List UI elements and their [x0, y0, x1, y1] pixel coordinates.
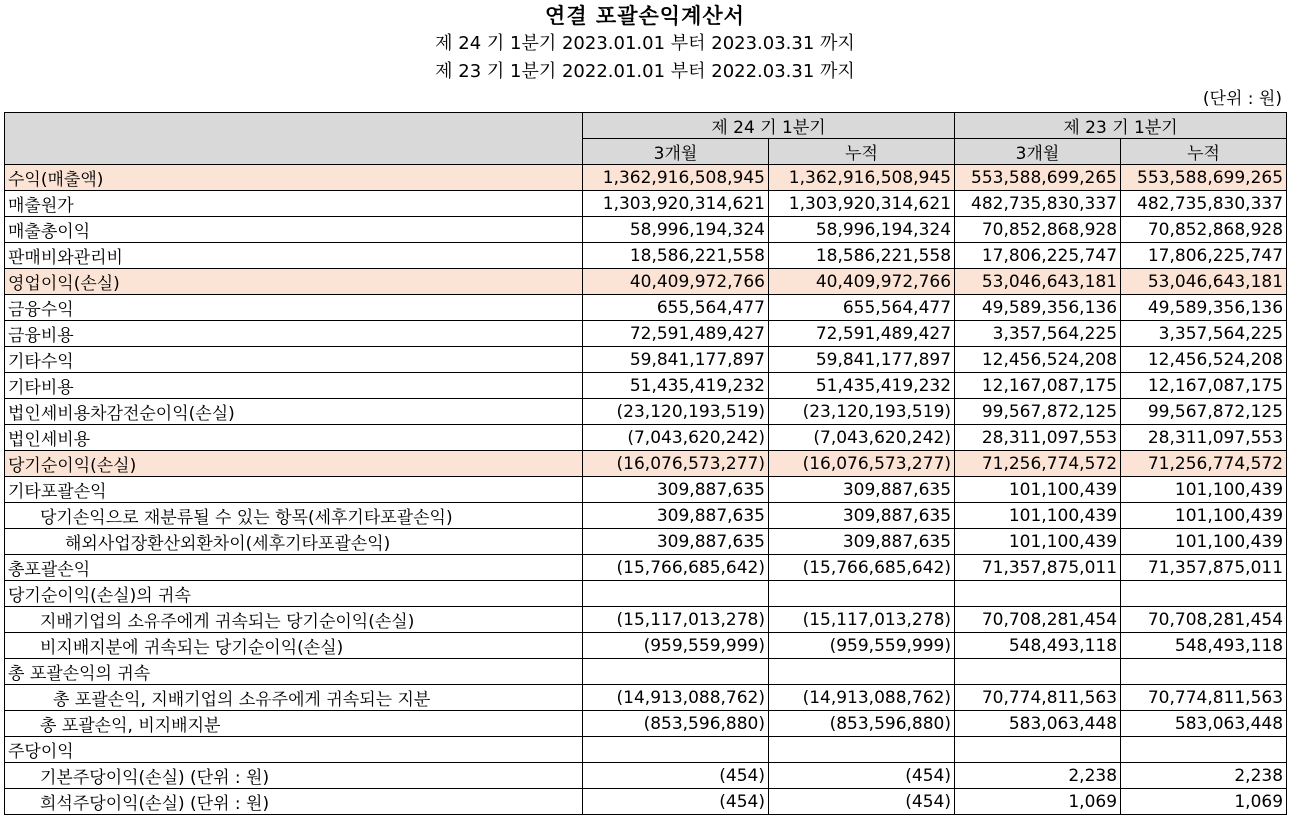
- prior-3month-value: 28,311,097,553: [955, 425, 1121, 451]
- row-label: 총 포괄손익, 지배기업의 소유주에게 귀속되는 지분: [5, 685, 583, 711]
- prior-cumulative-value: 12,456,524,208: [1121, 347, 1287, 373]
- current-cumulative-value: 309,887,635: [769, 529, 955, 555]
- row-label: 영업이익(손실): [5, 269, 583, 295]
- unit-label: (단위 : 원): [1202, 89, 1282, 109]
- current-3month-value: (853,596,880): [583, 711, 769, 737]
- row-label: 판매비와관리비: [5, 243, 583, 269]
- prior-cumulative-value: 3,357,564,225: [1121, 321, 1287, 347]
- row-label: 당기순이익(손실): [5, 451, 583, 477]
- prior-3month-value: 70,852,868,928: [955, 217, 1121, 243]
- current-3month-value: 1,303,920,314,621: [583, 191, 769, 217]
- header-prior-cumulative: 누적: [1121, 139, 1287, 165]
- prior-3month-value: 1,069: [955, 789, 1121, 815]
- prior-cumulative-value: 1,069: [1121, 789, 1287, 815]
- prior-cumulative-value: 53,046,643,181: [1121, 269, 1287, 295]
- prior-3month-value: 553,588,699,265: [955, 165, 1121, 191]
- current-cumulative-value: (454): [769, 763, 955, 789]
- row-label: 기타수익: [5, 347, 583, 373]
- prior-3month-value: 482,735,830,337: [955, 191, 1121, 217]
- table-row: [5, 659, 1287, 685]
- prior-3month-value: 49,589,356,136: [955, 295, 1121, 321]
- row-label: 기타포괄손익: [5, 477, 583, 503]
- row-label: 법인세비용차감전순이익(손실): [5, 399, 583, 425]
- prior-cumulative-value: 99,567,872,125: [1121, 399, 1287, 425]
- header-account-cell: [5, 113, 583, 165]
- row-label: 수익(매출액): [5, 165, 583, 191]
- row-label: 주당이익: [5, 737, 583, 763]
- table-row: [5, 295, 1287, 321]
- current-3month-value: (959,559,999): [583, 633, 769, 659]
- prior-cumulative-value: 101,100,439: [1121, 503, 1287, 529]
- current-cumulative-value: 18,586,221,558: [769, 243, 955, 269]
- row-label: 법인세비용: [5, 425, 583, 451]
- table-row: [5, 607, 1287, 633]
- income-statement-table: [4, 112, 1287, 815]
- row-label: 당기순이익(손실)의 귀속: [5, 581, 583, 607]
- current-cumulative-value: 72,591,489,427: [769, 321, 955, 347]
- current-3month-value: (16,076,573,277): [583, 451, 769, 477]
- row-label: 총 포괄손익의 귀속: [5, 659, 583, 685]
- prior-3month-value: 12,167,087,175: [955, 373, 1121, 399]
- table-row: [5, 763, 1287, 789]
- table-row: [5, 451, 1287, 477]
- table-row: [5, 399, 1287, 425]
- prior-cumulative-value: 49,589,356,136: [1121, 295, 1287, 321]
- row-label: 기타비용: [5, 373, 583, 399]
- row-label: 매출원가: [5, 191, 583, 217]
- row-label: 금융비용: [5, 321, 583, 347]
- table-row: [5, 191, 1287, 217]
- current-cumulative-value: (23,120,193,519): [769, 399, 955, 425]
- current-3month-value: (15,766,685,642): [583, 555, 769, 581]
- current-3month-value: 58,996,194,324: [583, 217, 769, 243]
- table-row: [5, 321, 1287, 347]
- prior-cumulative-value: 71,357,875,011: [1121, 555, 1287, 581]
- prior-3month-value: 70,708,281,454: [955, 607, 1121, 633]
- header-prior-3month: 3개월: [955, 139, 1121, 165]
- header-current-3month: 3개월: [583, 139, 769, 165]
- current-cumulative-value: (14,913,088,762): [769, 685, 955, 711]
- row-label: 비지배지분에 귀속되는 당기순이익(손실): [5, 633, 583, 659]
- table-row: [5, 529, 1287, 555]
- prior-cumulative-value: 70,774,811,563: [1121, 685, 1287, 711]
- prior-cumulative-value: 70,708,281,454: [1121, 607, 1287, 633]
- prior-cumulative-value: 482,735,830,337: [1121, 191, 1287, 217]
- prior-cumulative-value: [1121, 659, 1287, 685]
- prior-3month-value: 101,100,439: [955, 503, 1121, 529]
- row-label: 금융수익: [5, 295, 583, 321]
- current-cumulative-value: 59,841,177,897: [769, 347, 955, 373]
- current-3month-value: 1,362,916,508,945: [583, 165, 769, 191]
- row-label: 매출총이익: [5, 217, 583, 243]
- prior-3month-value: [955, 659, 1121, 685]
- prior-cumulative-value: 548,493,118: [1121, 633, 1287, 659]
- table-row: [5, 555, 1287, 581]
- period-prior: 제 23 기 1분기 2022.01.01 부터 2022.03.31 까지: [435, 61, 855, 82]
- page-title: 연결 포괄손익계산서: [545, 4, 745, 28]
- current-cumulative-value: 40,409,972,766: [769, 269, 955, 295]
- prior-3month-value: 70,774,811,563: [955, 685, 1121, 711]
- current-3month-value: 309,887,635: [583, 529, 769, 555]
- table-row: [5, 243, 1287, 269]
- current-cumulative-value: (454): [769, 789, 955, 815]
- row-label: 해외사업장환산외환차이(세후기타포괄손익): [5, 529, 583, 555]
- header-current-cumulative: 누적: [769, 139, 955, 165]
- row-label: 총포괄손익: [5, 555, 583, 581]
- current-cumulative-value: (15,117,013,278): [769, 607, 955, 633]
- current-3month-value: 18,586,221,558: [583, 243, 769, 269]
- prior-3month-value: 99,567,872,125: [955, 399, 1121, 425]
- current-cumulative-value: [769, 737, 955, 763]
- prior-3month-value: 3,357,564,225: [955, 321, 1121, 347]
- table-row: [5, 581, 1287, 607]
- current-cumulative-value: 1,303,920,314,621: [769, 191, 955, 217]
- current-3month-value: (15,117,013,278): [583, 607, 769, 633]
- current-3month-value: [583, 581, 769, 607]
- table-row: [5, 737, 1287, 763]
- prior-cumulative-value: 101,100,439: [1121, 529, 1287, 555]
- current-cumulative-value: (7,043,620,242): [769, 425, 955, 451]
- current-cumulative-value: 309,887,635: [769, 503, 955, 529]
- table-row: [5, 165, 1287, 191]
- table-body: [5, 165, 1287, 815]
- current-cumulative-value: (959,559,999): [769, 633, 955, 659]
- prior-cumulative-value: 12,167,087,175: [1121, 373, 1287, 399]
- current-3month-value: 655,564,477: [583, 295, 769, 321]
- prior-cumulative-value: 28,311,097,553: [1121, 425, 1287, 451]
- prior-cumulative-value: [1121, 737, 1287, 763]
- current-cumulative-value: 1,362,916,508,945: [769, 165, 955, 191]
- prior-cumulative-value: 553,588,699,265: [1121, 165, 1287, 191]
- table-row: [5, 373, 1287, 399]
- header-group-prior: 제 23 기 1분기: [955, 113, 1287, 139]
- prior-cumulative-value: 2,238: [1121, 763, 1287, 789]
- current-3month-value: (454): [583, 763, 769, 789]
- prior-3month-value: 101,100,439: [955, 477, 1121, 503]
- prior-3month-value: 71,256,774,572: [955, 451, 1121, 477]
- current-3month-value: 309,887,635: [583, 503, 769, 529]
- table-row: [5, 503, 1287, 529]
- header-group-current: 제 24 기 1분기: [583, 113, 955, 139]
- prior-cumulative-value: 101,100,439: [1121, 477, 1287, 503]
- prior-3month-value: 2,238: [955, 763, 1121, 789]
- current-3month-value: [583, 659, 769, 685]
- table-row: [5, 269, 1287, 295]
- current-cumulative-value: 309,887,635: [769, 477, 955, 503]
- current-3month-value: (23,120,193,519): [583, 399, 769, 425]
- prior-3month-value: 548,493,118: [955, 633, 1121, 659]
- current-3month-value: 40,409,972,766: [583, 269, 769, 295]
- current-3month-value: 309,887,635: [583, 477, 769, 503]
- table-row: [5, 633, 1287, 659]
- current-cumulative-value: (16,076,573,277): [769, 451, 955, 477]
- row-label: 기본주당이익(손실) (단위 : 원): [5, 763, 583, 789]
- prior-3month-value: 583,063,448: [955, 711, 1121, 737]
- report-header: [0, 2, 1290, 86]
- current-cumulative-value: [769, 659, 955, 685]
- current-3month-value: 59,841,177,897: [583, 347, 769, 373]
- current-3month-value: (14,913,088,762): [583, 685, 769, 711]
- prior-cumulative-value: 70,852,868,928: [1121, 217, 1287, 243]
- table-row: [5, 425, 1287, 451]
- table-row: [5, 347, 1287, 373]
- current-cumulative-value: 655,564,477: [769, 295, 955, 321]
- prior-3month-value: [955, 737, 1121, 763]
- current-cumulative-value: (853,596,880): [769, 711, 955, 737]
- table-row: [5, 217, 1287, 243]
- current-3month-value: (7,043,620,242): [583, 425, 769, 451]
- table-header: [5, 113, 1287, 165]
- row-label: 희석주당이익(손실) (단위 : 원): [5, 789, 583, 815]
- table-row: [5, 789, 1287, 815]
- row-label: 당기손익으로 재분류될 수 있는 항목(세후기타포괄손익): [5, 503, 583, 529]
- prior-cumulative-value: 583,063,448: [1121, 711, 1287, 737]
- period-current: 제 24 기 1분기 2023.01.01 부터 2023.03.31 까지: [435, 33, 855, 54]
- prior-3month-value: 53,046,643,181: [955, 269, 1121, 295]
- row-label: 총 포괄손익, 비지배지분: [5, 711, 583, 737]
- prior-cumulative-value: [1121, 581, 1287, 607]
- current-cumulative-value: [769, 581, 955, 607]
- current-3month-value: 72,591,489,427: [583, 321, 769, 347]
- prior-cumulative-value: 17,806,225,747: [1121, 243, 1287, 269]
- table-row: [5, 685, 1287, 711]
- current-cumulative-value: 58,996,194,324: [769, 217, 955, 243]
- current-cumulative-value: 51,435,419,232: [769, 373, 955, 399]
- table-row: [5, 711, 1287, 737]
- row-label: 지배기업의 소유주에게 귀속되는 당기순이익(손실): [5, 607, 583, 633]
- current-cumulative-value: (15,766,685,642): [769, 555, 955, 581]
- prior-cumulative-value: 71,256,774,572: [1121, 451, 1287, 477]
- prior-3month-value: [955, 581, 1121, 607]
- prior-3month-value: 71,357,875,011: [955, 555, 1121, 581]
- table-row: [5, 477, 1287, 503]
- current-3month-value: (454): [583, 789, 769, 815]
- prior-3month-value: 17,806,225,747: [955, 243, 1121, 269]
- current-3month-value: 51,435,419,232: [583, 373, 769, 399]
- prior-3month-value: 12,456,524,208: [955, 347, 1121, 373]
- prior-3month-value: 101,100,439: [955, 529, 1121, 555]
- current-3month-value: [583, 737, 769, 763]
